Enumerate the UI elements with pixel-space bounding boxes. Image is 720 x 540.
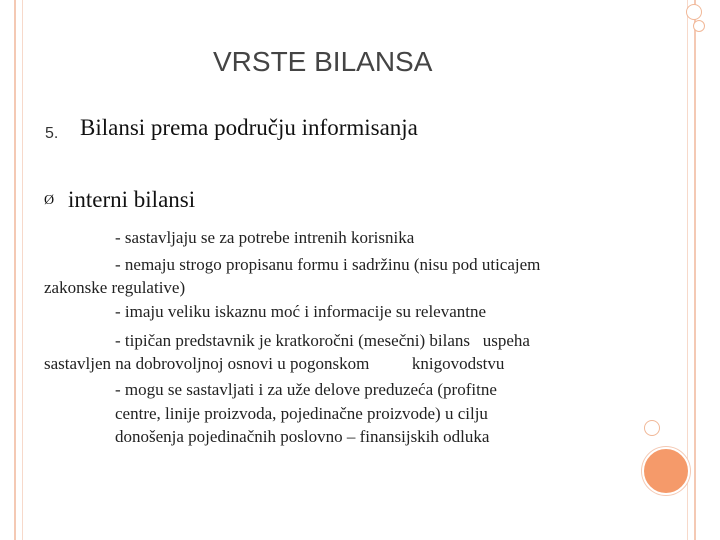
section-number: 5. [45, 125, 59, 142]
body-line: centre, linije proizvoda, pojedinačne proizvode) u cilju [115, 404, 488, 423]
body-line: sastavljen na dobrovoljnoj osnovi u pogonskom knigovodstvu [44, 354, 505, 373]
body-line: - imaju veliku iskaznu moć i informacije su relevantne [115, 302, 487, 321]
body-line: - mogu se sastavljati i za uže delove preduzeća (profitne [115, 380, 497, 399]
subheading: interni bilansi [68, 187, 196, 212]
body-line: - tipičan predstavnik je kratkoročni (mesečni) bilans uspeha [115, 331, 530, 350]
slide-title: VRSTE BILANSA [213, 46, 433, 77]
body-line: - sastavljaju se za potrebe intrenih korisnika [115, 228, 415, 247]
decor-circle-tiny-top [693, 20, 705, 32]
body-line: - nemaju strogo propisanu formu i sadržinu (nisu pod uticajem [115, 255, 541, 274]
decor-circle-orange [642, 447, 690, 495]
decor-circle-small-bottom [644, 420, 660, 436]
section-heading: Bilansi prema području informisanja [80, 115, 418, 140]
body-line: donošenja pojedinačnih poslovno – finansijskih odluka [115, 427, 490, 446]
arrow-bullet-icon: Ø [44, 193, 55, 208]
body-line: zakonske regulative) [44, 278, 186, 297]
decor-circle-small-top [686, 4, 702, 20]
